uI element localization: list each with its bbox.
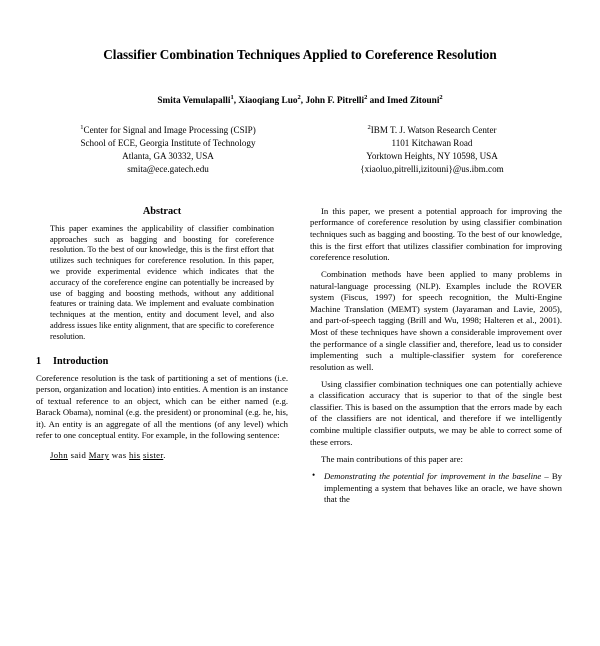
contribution-lead: Demonstrating the potential for improvement in the baseline bbox=[324, 471, 542, 482]
intro-paragraph-1: Coreference resolution is the task of partitioning a set of mentions (i.e. person, organization and location) into entities. A mention is an instance of textual reference to an object, which can be either named (e.g. Barack Obama), nominal (e.g. the president) or pronominal (e.g. he, his, it). An entity is an aggregate of all the mentions (of any level) which refer to one conceptual entity. For example, in the following sentence: bbox=[36, 372, 288, 441]
body-columns bbox=[36, 206, 564, 506]
affiliation-block bbox=[34, 123, 566, 176]
author-4-affil-marker: 2 bbox=[439, 94, 443, 102]
author-3: John F. Pitrelli bbox=[305, 96, 365, 107]
affiliation-1-marker: 1 bbox=[80, 124, 84, 132]
example-mention-sister: sister bbox=[142, 449, 164, 460]
right-paragraph-2: Combination methods have been applied to many problems in natural-language processing (NLP). Examples include the ROVER system (Fiscus, 1997) for speech recognition, the Multi-Engine Machine Translation (MEMT) system (Jayaraman and Lavie, 2005), and part-of-speech tagging (Brill and Wu, 1998; Halteren et al., 2001). Most of these techniques have shown a considerable improvement over the performance of a single classifier and, therefore, lead us to consider implementing such a multiple-classifier system for coreference resolution as well. bbox=[310, 269, 562, 372]
affiliation-2-marker: 2 bbox=[367, 124, 371, 132]
affiliation-2-line-1: $^2$IBM T. J. Watson Research Center bbox=[367, 124, 497, 136]
list-item: • Demonstrating the potential for improvement in the baseline – By implementing a system that behaves like an oracle, we have shown that the bbox=[310, 471, 562, 506]
example-mention-mary: Mary bbox=[88, 449, 110, 460]
affiliation-1-line-2: School of ECE, Georgia Institute of Technology bbox=[80, 138, 256, 149]
author-1: Smita Vemulapalli bbox=[157, 96, 231, 107]
paper-page bbox=[0, 46, 600, 646]
right-column bbox=[310, 206, 562, 506]
section-number: 1 bbox=[36, 355, 42, 367]
left-column bbox=[36, 206, 288, 506]
abstract-text: This paper examines the applicability of classifier combination approaches such as bagging and boosting for coreference resolution. To the best of our knowledge, this is the first effort that utilizes such techniques for coreference resolution. In this paper, we provide experimental evidence which indicates that the accuracy of the coreference engine can potentially be increased by use of bagging and boosting methods, without any additional features or training data. We implement and evaluate combination techniques at the mention, entity and document level, and also address issues like entity alignment, that are specific to coreference resolution. bbox=[50, 223, 274, 341]
example-sentence: John said Mary was his sister. bbox=[50, 449, 166, 460]
affiliation-1-line-3: Atlanta, GA 30332, USA bbox=[122, 151, 214, 162]
affiliation-1-line-1: $^1$Center for Signal and Image Processing (CSIP) bbox=[80, 124, 256, 136]
abstract-heading: Abstract bbox=[142, 205, 182, 217]
author-2-affil-marker: 2 bbox=[297, 94, 301, 102]
author-2: Xiaoqiang Luo bbox=[238, 96, 298, 107]
author-4: Imed Zitouni bbox=[386, 96, 440, 107]
contributions-list bbox=[310, 471, 562, 506]
affiliation-2 bbox=[314, 123, 550, 176]
author-1-affil-marker: 1 bbox=[230, 94, 234, 102]
page-title: Classifier Combination Techniques Applied to Coreference Resolution bbox=[103, 47, 497, 62]
right-paragraph-3: Using classifier combination techniques one can potentially achieve a classification accuracy that is superior to that of the single best classifier. This is based on the assumption that the errors made by each of the classifiers are not identical, and therefore if we intelligently combine multiple classifier outputs, we may be able to correct some of these errors. bbox=[310, 378, 562, 447]
section-title: Introduction bbox=[53, 355, 109, 367]
right-paragraph-1: In this paper, we present a potential approach for improving the performance of coreference resolution by using classifier combination techniques such as bagging and boosting. To the best of our knowledge, this is the first effort that utilizes classifier combination for improving coreference resolution. bbox=[310, 205, 562, 263]
example-mention-his: his bbox=[129, 449, 141, 460]
affiliation-2-email: {xiaoluo,pitrelli,izitouni}@us.ibm.com bbox=[360, 164, 504, 174]
affiliation-1-email: smita@ece.gatech.edu bbox=[127, 164, 209, 174]
author-3-affil-marker: 2 bbox=[364, 94, 368, 102]
right-paragraph-4: The main contributions of this paper are: bbox=[321, 453, 463, 464]
example-mention-john: John bbox=[50, 449, 69, 460]
affiliation-1 bbox=[50, 123, 286, 176]
section-heading-introduction bbox=[36, 356, 288, 367]
author-list: Smita Vemulapalli$^1$, Xiaoqiang Luo$^2$, John F. Pitrelli$^2$ and Imed Zitouni$^2$ bbox=[157, 94, 443, 107]
affiliation-2-line-2: 1101 Kitchawan Road bbox=[391, 138, 473, 149]
affiliation-2-line-3: Yorktown Heights, NY 10598, USA bbox=[366, 151, 498, 162]
